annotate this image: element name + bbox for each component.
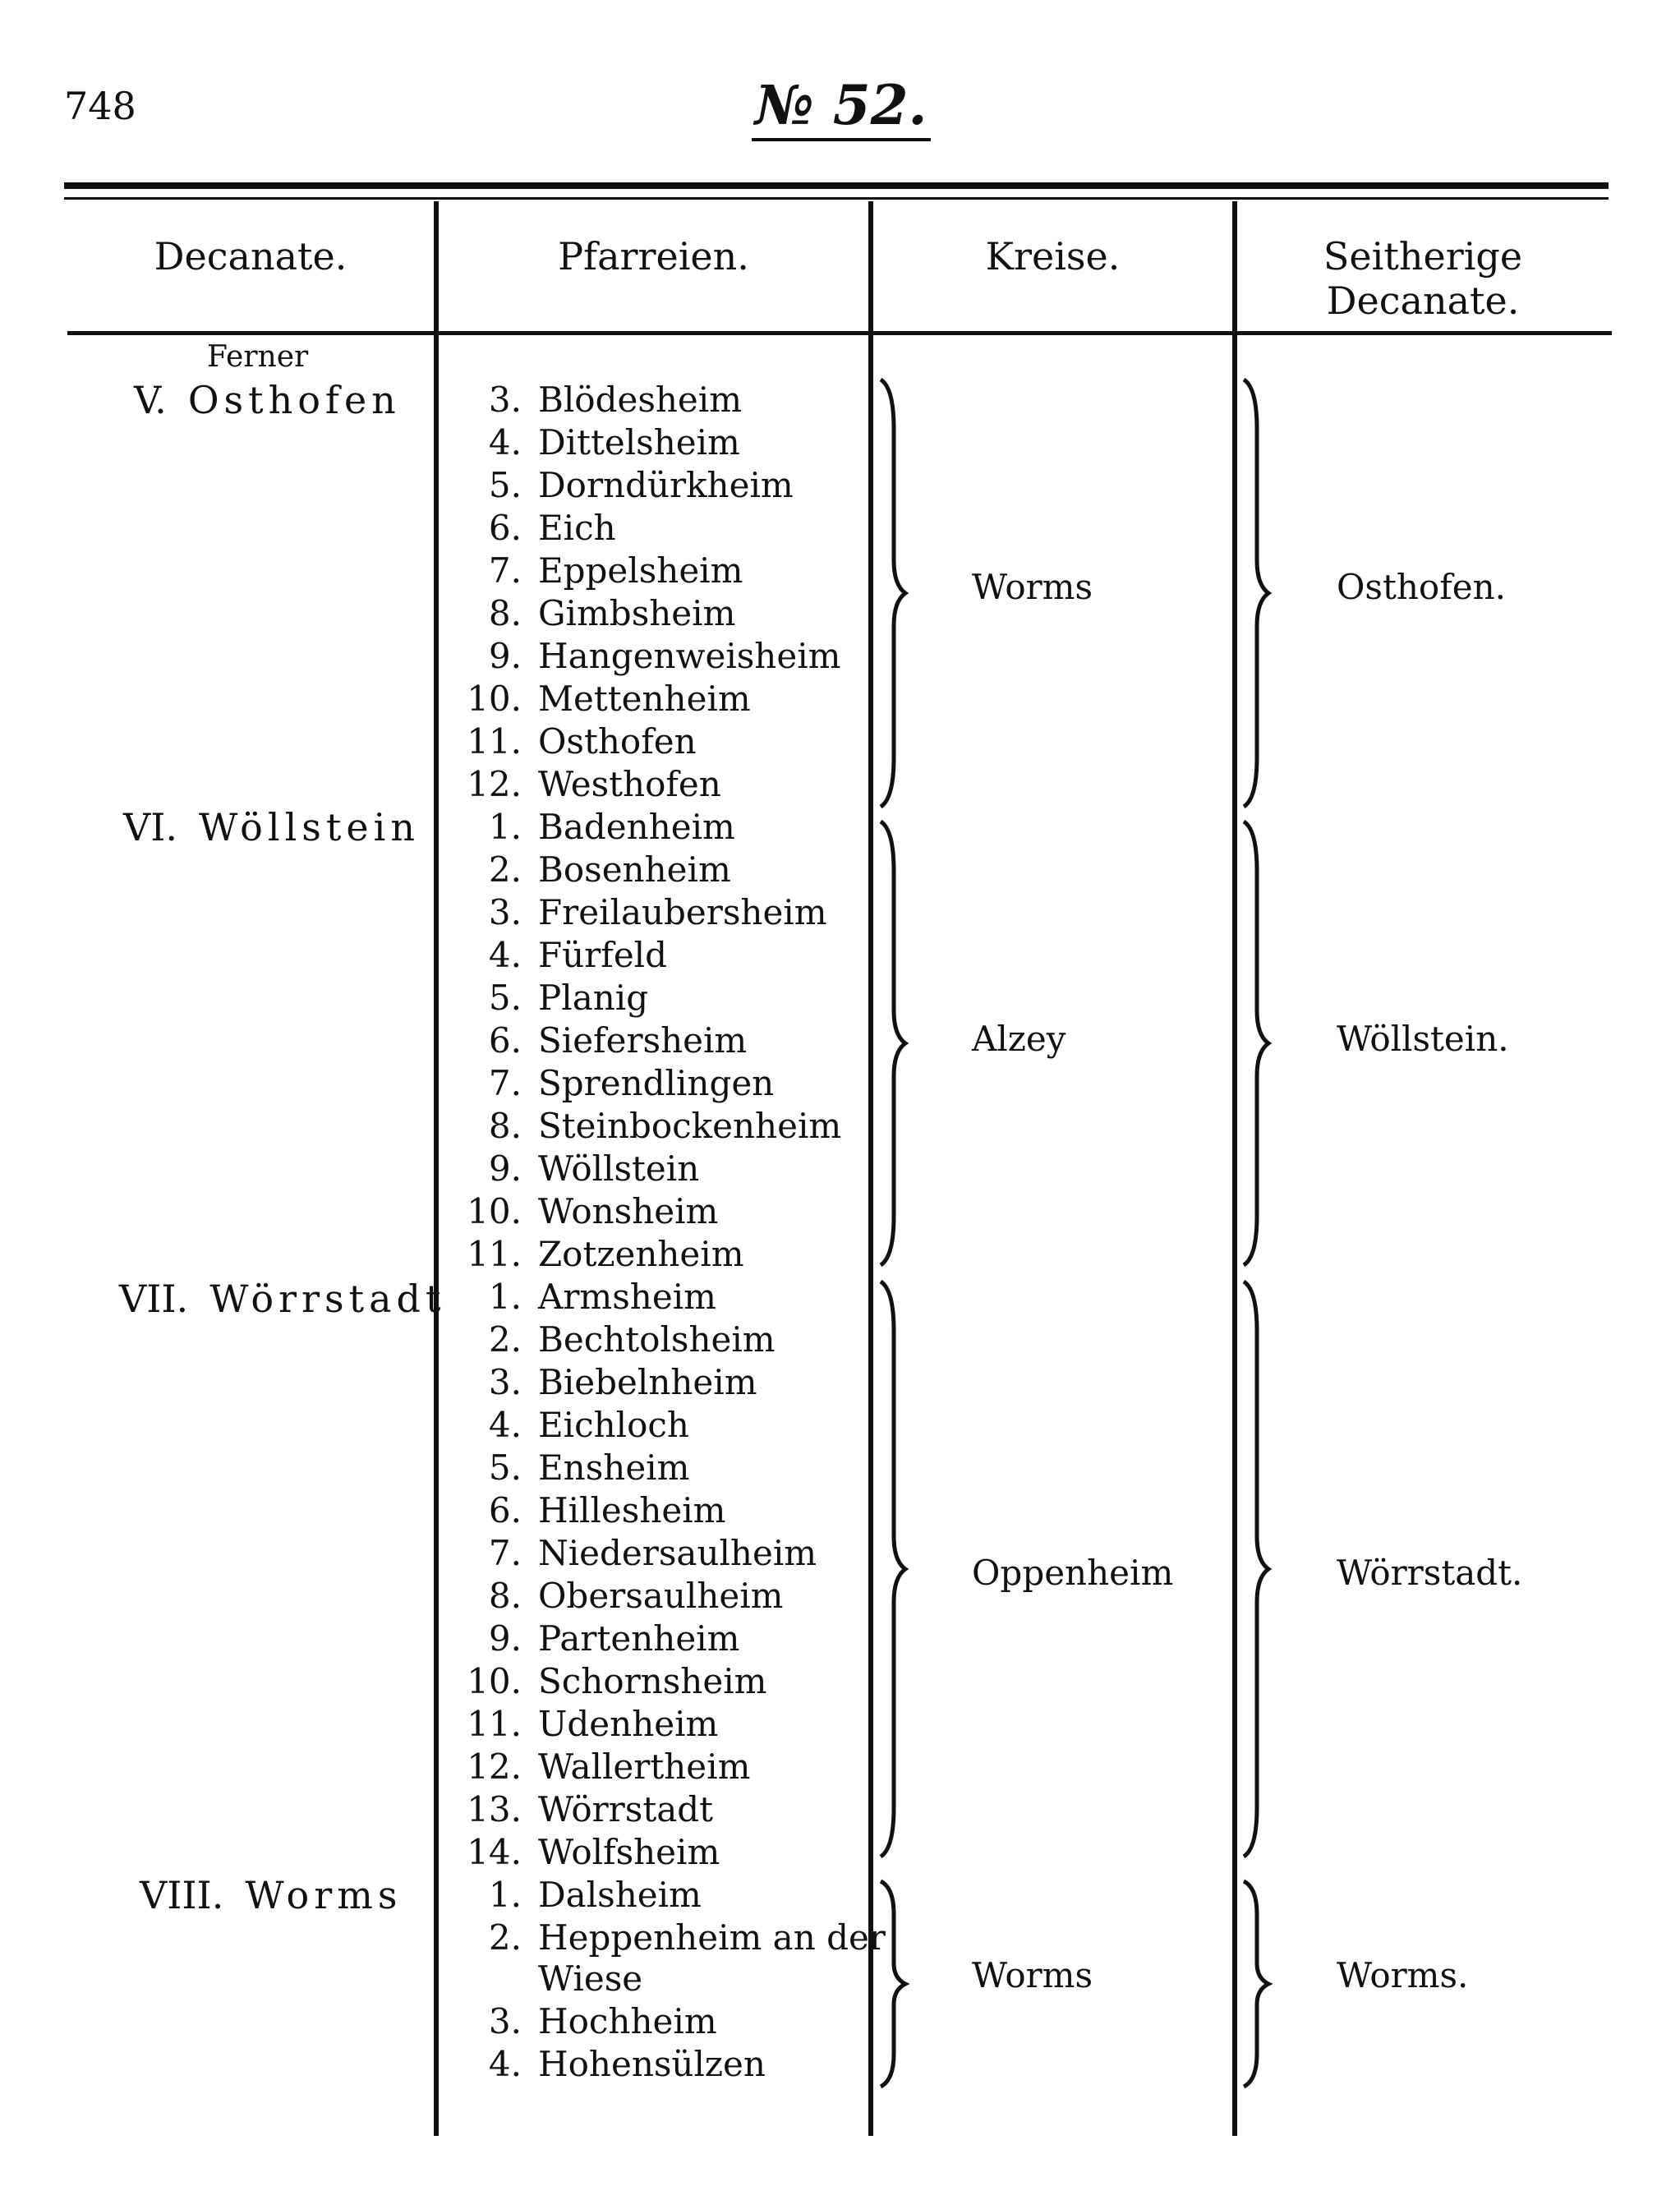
decanat-name: Worms (245, 1873, 403, 1917)
parish-name: Dalsheim (538, 1875, 702, 1915)
parish-name: Badenheim (538, 807, 735, 847)
column-header-decanate: Decanate. (154, 234, 348, 278)
parish-row (444, 1704, 718, 1746)
parish-name: Schornsheim (538, 1661, 767, 1701)
group-brace (877, 1881, 910, 2087)
parish-name: Blödesheim (538, 380, 743, 420)
parish-name: Siefersheim (538, 1020, 748, 1061)
parish-number: 9. (488, 1618, 522, 1659)
decanat-title (134, 378, 401, 422)
parish-row (444, 978, 648, 1020)
parish-number: 11. (467, 1704, 522, 1744)
parish-row (444, 1319, 776, 1362)
column-header-kreise: Kreise. (985, 234, 1121, 278)
parish-row (444, 636, 840, 679)
seitherige-label: Worms. (1337, 1955, 1469, 1995)
parish-number: 10. (467, 1191, 522, 1231)
kreis-label: Worms (972, 567, 1093, 607)
parish-row (444, 1661, 766, 1704)
parish-row (444, 1746, 750, 1789)
parish-name: Hohensülzen (538, 2044, 766, 2084)
page-number: 748 (64, 84, 136, 128)
parish-number: 4. (488, 2044, 522, 2084)
decanat-name: Osthofen (187, 378, 401, 422)
parish-row (444, 764, 721, 807)
parish-row (444, 593, 735, 636)
parish-name: Planig (538, 978, 649, 1018)
parish-name: Sprendlingen (538, 1063, 775, 1103)
parish-row (444, 807, 735, 849)
parish-name: Zotzenheim (538, 1234, 744, 1274)
parish-row (444, 892, 827, 935)
parish-row (444, 2001, 717, 2044)
parish-name: Ensheim (538, 1447, 690, 1488)
parish-row (444, 1234, 744, 1277)
parish-number: 12. (467, 764, 522, 804)
parish-row (444, 1020, 747, 1063)
parish-number: 9. (488, 1148, 522, 1189)
parish-number: 3. (488, 2001, 522, 2041)
column-divider-2 (868, 201, 873, 2136)
parish-number: 7. (488, 1063, 522, 1103)
parish-row (444, 1490, 726, 1533)
parish-row (444, 1789, 713, 1832)
parish-row (444, 935, 667, 978)
parish-row (444, 1618, 739, 1661)
parish-number: 5. (488, 465, 522, 505)
parish-row-continuation (444, 1958, 642, 2001)
seitherige-label: Wörrstadt. (1337, 1553, 1523, 1593)
parish-row (444, 1362, 757, 1405)
parish-name: Bosenheim (538, 849, 731, 890)
parish-name: Heppenheim an der (538, 1917, 886, 1958)
parish-row (444, 1576, 784, 1618)
parish-name: Steinbockenheim (538, 1106, 842, 1146)
column-divider-1 (434, 201, 439, 2136)
group-brace (877, 1282, 910, 1857)
parish-number: 2. (488, 1319, 522, 1360)
parish-row (444, 465, 794, 508)
parish-name: Eppelsheim (538, 550, 743, 591)
parish-name: Wörrstadt (538, 1789, 713, 1829)
column-divider-3 (1232, 201, 1237, 2136)
column-header-seitherige: Seitherige Decanate. (1323, 234, 1523, 323)
parish-number: 12. (467, 1746, 522, 1787)
parish-number: 9. (488, 636, 522, 676)
parish-name: Hillesheim (538, 1490, 726, 1530)
parish-row (444, 849, 731, 892)
parish-number: 3. (488, 892, 522, 932)
decanat-roman: VII. (119, 1277, 189, 1321)
group-brace (877, 380, 910, 807)
parish-row (444, 1447, 689, 1490)
parish-row (444, 1063, 774, 1106)
parish-number: 4. (488, 1405, 522, 1445)
parish-number: 5. (488, 978, 522, 1018)
parish-number: 7. (488, 1533, 522, 1573)
kreis-label: Worms (972, 1955, 1093, 1995)
decanat-roman: V. (134, 378, 167, 422)
parish-row (444, 2044, 766, 2087)
parish-row (444, 422, 740, 465)
parish-name: Dorndürkheim (538, 465, 794, 505)
parish-row (444, 1277, 716, 1319)
parish-number: 13. (467, 1789, 522, 1829)
parish-number: 6. (488, 1490, 522, 1530)
seitherige-label: Wöllstein. (1337, 1019, 1509, 1059)
parish-row (444, 380, 742, 422)
parish-name: Armsheim (538, 1277, 716, 1317)
parish-name: Wallertheim (538, 1746, 751, 1787)
kreis-label: Oppenheim (972, 1553, 1174, 1593)
group-brace (1240, 821, 1273, 1265)
top-double-rule-thick (64, 182, 1609, 189)
parish-row (444, 1875, 702, 1917)
parish-number: 4. (488, 422, 522, 463)
parish-name: Bechtolsheim (538, 1319, 776, 1360)
parish-number: 5. (488, 1447, 522, 1488)
parish-name: Mettenheim (538, 679, 751, 719)
parish-row (444, 1405, 689, 1447)
parish-name: Obersaulheim (538, 1576, 784, 1616)
parish-name: Udenheim (538, 1704, 719, 1744)
parish-row (444, 1533, 817, 1576)
parish-name: Niedersaulheim (538, 1533, 817, 1573)
parish-number: 4. (488, 935, 522, 975)
parish-name: Eichloch (538, 1405, 689, 1445)
group-brace (877, 821, 910, 1265)
continuation-label: Ferner (207, 340, 309, 374)
parish-row (444, 1917, 886, 1960)
parish-name: Westhofen (538, 764, 721, 804)
parish-number: 7. (488, 550, 522, 591)
parish-row (444, 508, 616, 550)
parish-number: 6. (488, 508, 522, 548)
parish-row (444, 1191, 718, 1234)
parish-name: Gimbsheim (538, 593, 736, 633)
parish-row (444, 1148, 699, 1191)
parish-number: 1. (488, 1875, 522, 1915)
group-brace (1240, 1881, 1273, 2087)
decanat-title (119, 1277, 445, 1321)
parish-number: 6. (488, 1020, 522, 1061)
issue-number: № 52. (752, 72, 931, 141)
decanat-roman: VI. (123, 805, 178, 849)
parish-row (444, 550, 743, 593)
decanat-roman: VIII. (140, 1873, 224, 1917)
parish-name: Biebelnheim (538, 1362, 757, 1402)
parish-name: Dittelsheim (538, 422, 740, 463)
group-brace (1240, 1282, 1273, 1857)
parish-number: 1. (488, 807, 522, 847)
parish-row (444, 679, 751, 721)
parish-name: Osthofen (538, 721, 697, 762)
parish-number: 8. (488, 1106, 522, 1146)
parish-number: 1. (488, 1277, 522, 1317)
parish-name: Wonsheim (538, 1191, 719, 1231)
parish-name: Wöllstein (538, 1148, 700, 1189)
parish-row (444, 1106, 841, 1148)
decanat-name: Wöllstein (199, 805, 420, 849)
parish-number: 2. (488, 849, 522, 890)
parish-number: 8. (488, 1576, 522, 1616)
decanat-name: Wörrstadt (209, 1277, 446, 1321)
parish-name: Eich (538, 508, 616, 548)
seitherige-label: Osthofen. (1337, 567, 1507, 607)
decanat-title (123, 805, 420, 849)
parish-name: Partenheim (538, 1618, 740, 1659)
parish-number: 11. (467, 721, 522, 762)
parish-row (444, 721, 697, 764)
parish-row (444, 1832, 720, 1875)
parish-number: 14. (467, 1832, 522, 1872)
parish-number: 2. (488, 1917, 522, 1958)
decanat-title (140, 1873, 402, 1917)
parish-number: 3. (488, 380, 522, 420)
header-bottom-rule (67, 331, 1612, 335)
parish-number: 10. (467, 1661, 522, 1701)
parish-name: Fürfeld (538, 935, 667, 975)
parish-name: Freilaubersheim (538, 892, 827, 932)
parish-name: Wolfsheim (538, 1832, 720, 1872)
top-double-rule-thin (64, 197, 1609, 200)
parish-number: 11. (467, 1234, 522, 1274)
kreis-label: Alzey (972, 1019, 1066, 1059)
parish-number: 10. (467, 679, 522, 719)
parish-number: 8. (488, 593, 522, 633)
parish-name: Hangenweisheim (538, 636, 841, 676)
parish-number: 3. (488, 1362, 522, 1402)
parish-name: Hochheim (538, 2001, 717, 2041)
group-brace (1240, 380, 1273, 807)
parish-name: Wiese (538, 1958, 643, 1999)
column-header-pfarreien: Pfarreien. (558, 234, 749, 278)
